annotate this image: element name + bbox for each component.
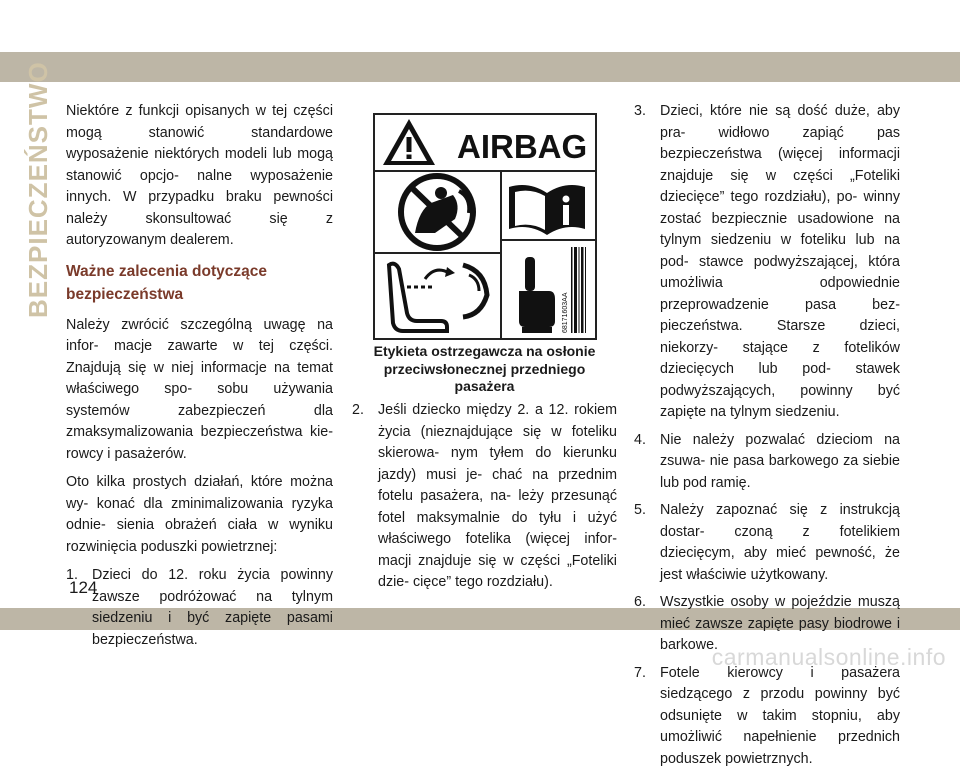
body-paragraph: Należy zwrócić szczególną uwagę na infor- macje zawarte w tej części. Znajdują się w niej informacje na temat właściwego spo- sobu używania systemów zabezpieczeń dla zmaksymalizowania bezpieczeństwa kie- rowcy i pasażerów.	[66, 316, 333, 462]
safety-list	[66, 565, 333, 651]
list-item	[66, 565, 333, 651]
list-item-text: Jeśli dziecko między 2. a 12. rokiem życia (nieznajdujące się w foteliku skierowa- nym tyłem do kierunku jazdy) musi je- chać na przednim fotelu pasażera, na- leży przesunąć fotel maksymalnie do tyłu i użyć właściwego fotelika (więcej infor- macji znajduje się w części „Foteliki dzie- cięce” tego rozdziału).	[378, 402, 617, 590]
section-heading: Ważne zalecenia dotyczące bezpieczeństwa	[66, 262, 268, 303]
section-side-title: BEZPIECZEŃSTWO	[23, 61, 53, 318]
list-item	[634, 500, 900, 586]
list-item-text: Wszystkie osoby w pojeździe muszą mieć zawsze zapięte pasy biodrowe i barkowe.	[660, 594, 900, 653]
watermark-url: carmanualsonline.info	[711, 644, 946, 670]
column-left	[66, 101, 333, 657]
figure-caption: Etykieta ostrzegawcza na osłonie przeciwsłonecznej przedniego pasażera	[373, 343, 596, 394]
list-item-number: 5.	[634, 502, 646, 518]
intro-paragraph: Niektóre z funkcji opisanych w tej części mogą stanowić standardowe wyposażenie niektórych modeli lub mogą stanowić opcjo- nalne wyposażenie innych. W przypadku braku pewności należy skonsultować się z autoryzowanym dealerem.	[66, 103, 333, 248]
list-item-text: Należy zapoznać się z instrukcją dostar- czoną z fotelikiem dziecięcym, aby mieć pewność, że jest właściwie użytkowany.	[660, 502, 900, 583]
list-item-text: Nie należy pozwalać dzieciom na zsuwa- nie pasa barkowego za siebie lub pod ramię.	[660, 431, 900, 491]
list-item	[352, 400, 617, 594]
list-item-text: Fotele kierowcy i pasażera siedzącego z przodu powinny być odsunięte w takim stopniu, aby umożliwić napełnienie przednich poduszek powietrznych.	[660, 664, 900, 767]
label-part-code: 68171603AA	[562, 292, 569, 333]
manual-book-icon	[509, 185, 585, 235]
page-number: 124	[69, 578, 98, 597]
list-item-number: 7.	[634, 664, 646, 681]
warning-triangle-icon	[383, 119, 435, 165]
list-item-text: Dzieci, które nie są dość duże, aby pra- widłowo zapiąć pas bezpieczeństwa (więcej informacji znajduje się w części „Foteliki dziecięce” tego rozdziału), po- winny zostać bezpiecznie usadowione na tylnym siedzeniu w foteliku lub na pod- stawce podwyższającej, która umożliwia odpowiednie przeprowadzenie pasa bez- pieczeństwa. Starsze dzieci, niekorzy- stające z fotelików dziecięcych lub pod- stawek podwyższających, powinny być zapięte na tylnym siedzeniu.	[660, 103, 900, 420]
body-paragraph: Oto kilka prostych działań, które można wy- konać dla zminimalizowania ryzyka odnie- sienia obrażeń ciała w wyniku rozwinięcia poduszki powietrznej:	[66, 474, 333, 555]
list-item	[634, 430, 900, 495]
list-item-number: 1.	[66, 567, 78, 583]
list-item-text: Dzieci do 12. roku życia powinny zawsze podróżować na tylnym siedzeniu i być zapięte pasami bezpieczeństwa.	[92, 567, 333, 648]
list-item-number: 6.	[634, 594, 646, 610]
list-item-number: 4.	[634, 431, 646, 448]
column-right	[634, 101, 900, 776]
list-item	[634, 101, 900, 424]
list-item-number: 2.	[352, 402, 364, 418]
airbag-label-text: AIRBAG	[457, 128, 588, 165]
safety-list	[352, 400, 617, 594]
barcode	[571, 247, 586, 333]
airbag-warning-label	[373, 113, 597, 340]
hand-gesture-icon	[519, 257, 555, 333]
list-item	[634, 663, 900, 771]
seat-airbag-icon	[389, 264, 487, 331]
list-item-number: 3.	[634, 103, 646, 119]
header-band	[0, 52, 960, 82]
no-child-seat-icon	[401, 176, 473, 248]
column-middle	[352, 400, 617, 600]
